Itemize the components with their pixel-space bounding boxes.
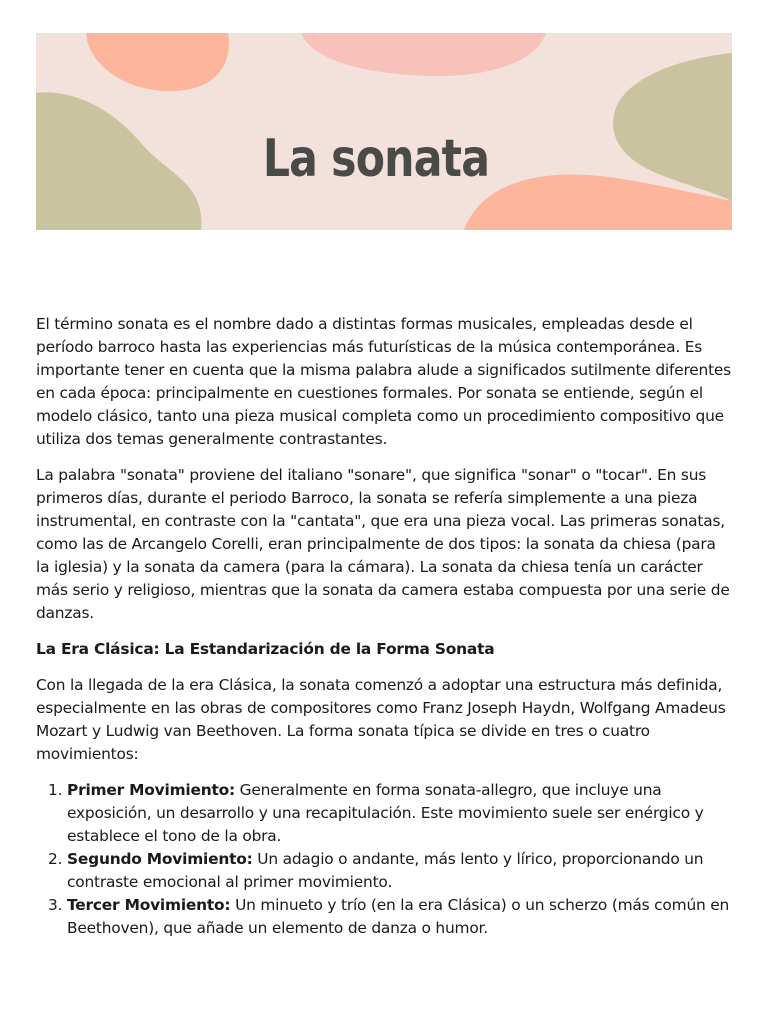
- intro-paragraph: El término sonata es el nombre dado a distintas formas musicales, empleadas desde el período barroco hasta las experiencias más futurísticas de la música contemporánea. Es importante tener en cuenta que la misma palabra alude a significados sutilmente diferentes en cada época: principalmente en cuestiones formales. Por sonata se entiende, según el modelo clásico, tanto una pieza musical completa como un procedimiento compositivo que utiliza dos temas generalmente contrastantes.: [36, 315, 732, 448]
- header-banner: [36, 33, 732, 230]
- list-item-term: Tercer Movimiento:: [67, 896, 231, 914]
- section-heading: La Era Clásica: La Estandarización de la Forma Sonata: [36, 640, 495, 658]
- list-item-term: Primer Movimiento:: [67, 781, 235, 799]
- article-body: [36, 313, 732, 940]
- pink-blob-top: [301, 33, 546, 76]
- page-title: La sonata: [262, 129, 490, 189]
- list-item: [67, 894, 732, 940]
- movements-list: [36, 779, 732, 940]
- history-paragraph: La palabra "sonata" proviene del italiano "sonare", que significa "sonar" o "tocar". En sus primeros días, durante el periodo Barroco, la sonata se refería simplemente a una pieza instrumental, en contraste con la "cantata", que era una pieza vocal. Las primeras sonatas, como las de Arcangelo Corelli, eran principalmente de dos tipos: la sonata da chiesa (para la iglesia) y la sonata da camera (para la cámara). La sonata da chiesa tenía un carácter más serio y religioso, mientras que la sonata da camera estaba compuesta por una serie de danzas.: [36, 466, 730, 622]
- list-item: [67, 779, 732, 848]
- list-item: [67, 848, 732, 894]
- list-item-text: Un adagio o andante, más lento y lírico, proporcionando un contraste emocional al primer movimiento.: [67, 850, 704, 891]
- section-intro-paragraph: Con la llegada de la era Clásica, la sonata comenzó a adoptar una estructura más definida, especialmente en las obras de compositores como Franz Joseph Haydn, Wolfgang Amadeus Mozart y Ludwig van Beethoven. La forma sonata típica se divide en tres o cuatro movimientos:: [36, 676, 726, 763]
- list-item-term: Segundo Movimiento:: [67, 850, 253, 868]
- list-item-text: Un minueto y trío (en la era Clásica) o un scherzo (más común en Beethoven), que añade un elemento de danza o humor.: [67, 896, 730, 937]
- peach-blob-top: [86, 33, 229, 91]
- list-item-text: Generalmente en forma sonata-allegro, que incluye una exposición, un desarrollo y una recapitulación. Este movimiento suele ser enérgico y establece el tono de la obra.: [67, 781, 704, 845]
